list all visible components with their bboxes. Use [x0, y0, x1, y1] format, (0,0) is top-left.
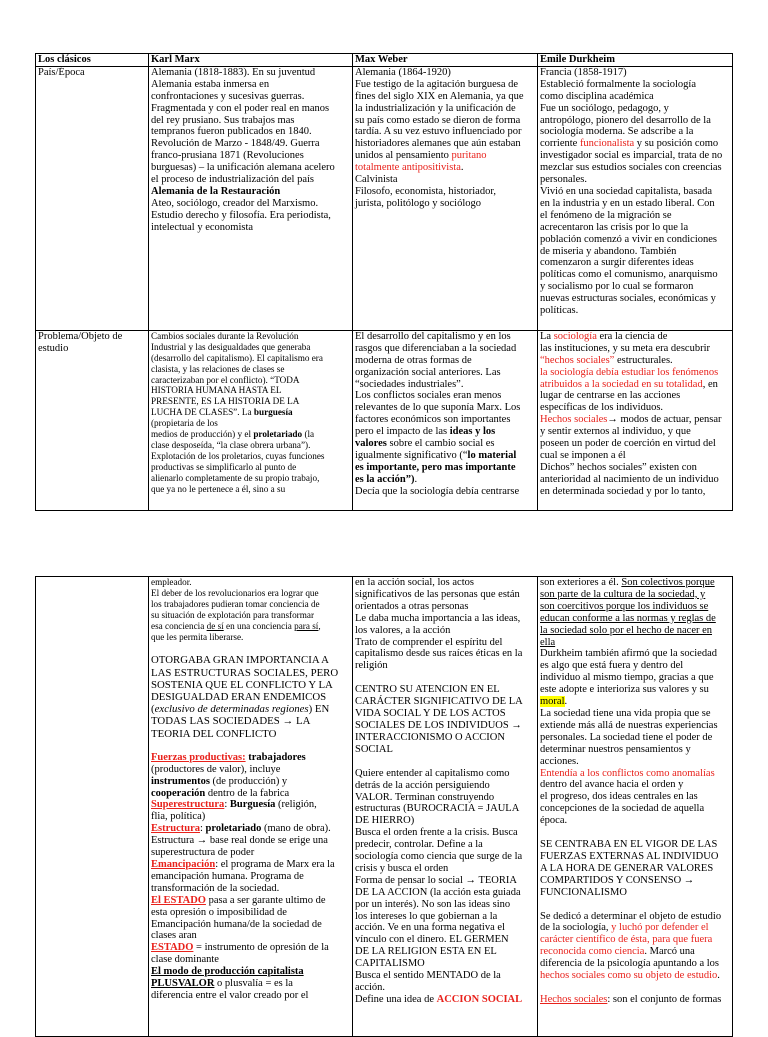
- red-line: la sociología debía estudiar los fenómenos: [540, 366, 719, 378]
- red-text: y luchó por defender el: [611, 922, 709, 934]
- text-line: [540, 970, 730, 982]
- text-line: [540, 994, 730, 1006]
- text-span: (mano de obra).: [261, 823, 331, 835]
- text-span: estructurales.: [614, 354, 673, 366]
- text-line: cual se imponen a él: [540, 449, 626, 461]
- text-line: Durkheim también afirmó que la sociedad: [540, 648, 717, 660]
- text-span: EN: [312, 703, 330, 716]
- text-line: y sentir externos al individuo, y que: [540, 426, 691, 438]
- text-line: DE LA ACCION (la acción esta guiada: [355, 886, 521, 898]
- text-line: Forma de pensar lo social → TEORIA: [355, 874, 517, 886]
- red-term: Fuerzas productivas:: [151, 751, 246, 763]
- weber-problema-cell: [353, 330, 538, 510]
- text-line: OTORGABA GRAN IMPORTANCIA A: [151, 654, 329, 667]
- red-text: reconocida como ciencia: [540, 946, 645, 958]
- bold-text: lo material: [467, 449, 517, 461]
- text-span: esa conciencia: [151, 620, 207, 631]
- text-span: (la: [302, 429, 315, 440]
- text-line: la industrialización y la unificación de: [355, 102, 516, 114]
- text-line: tempranos fueron publicados en 1840.: [151, 126, 312, 138]
- text-line: Industrial y las desigualdades que generaba: [151, 341, 311, 352]
- text-line: [540, 355, 730, 367]
- text-line: acción. Ve en una forma negativa el: [355, 922, 505, 934]
- text-line: en la industria y en un estado liberal. Con: [540, 197, 715, 209]
- text-line: el progreso, dos ideas centrales en las: [540, 791, 698, 803]
- text-span: ,: [318, 620, 321, 631]
- text-line: “sociedades industriales”.: [355, 378, 464, 390]
- text-line: (desarrollo del capitalismo). El capitalismo era: [151, 352, 323, 363]
- red-line: Entendía a los conflictos como anomalías: [540, 767, 715, 779]
- text-line: intelectual y economista: [151, 221, 254, 233]
- text-line: [151, 621, 350, 632]
- red-term: ESTADO: [151, 942, 194, 954]
- red-text: totalmente antipositivista: [355, 162, 461, 174]
- text-line: CAPITALISMO: [355, 958, 425, 970]
- text-line: las instituciones, y su meta era descubrir: [540, 342, 710, 354]
- red-text: funcionalista: [579, 138, 635, 150]
- text-span: pasa a ser garante ultimo de: [205, 894, 326, 906]
- text-line: religión: [355, 660, 388, 672]
- text-line: que les permita liberarse.: [151, 631, 244, 642]
- bold-text: ideas y los: [449, 426, 496, 438]
- text-line: antropólogo, pionero del desarrollo de la: [540, 114, 711, 126]
- text-line: rasgos que diferenciaban a la sociedad: [355, 342, 517, 354]
- text-line: [151, 823, 350, 835]
- text-line: historiadores alemanes que aún estaban: [355, 138, 521, 150]
- text-line: [355, 450, 535, 462]
- text-line: [355, 426, 535, 438]
- text-span: : el programa de Marx era la: [215, 859, 335, 871]
- text-line: los trabajadores pudieran tomar conciencia de: [151, 598, 320, 609]
- text-line: DE LA RELIGION ESTA EN EL: [355, 946, 497, 958]
- red-term: Superestructura: [151, 799, 225, 811]
- red-line: carácter científico de ésta, para que fuera: [540, 934, 713, 946]
- text-line: Alemania (1864-1920): [355, 66, 451, 78]
- text-line: investigador social es imparcial, trata de no: [540, 150, 723, 162]
- text-line: Busca el sentido MENTADO de la: [355, 970, 501, 982]
- bold-term: PLUSVALOR: [151, 978, 215, 990]
- marx-caps-block: [151, 654, 350, 739]
- text-line: significativos de las personas que están: [355, 588, 520, 600]
- text-span: era la ciencia de: [596, 330, 668, 342]
- text-line: emancipación humana. Programa de: [151, 870, 304, 882]
- text-line: como disciplina académica: [540, 90, 654, 102]
- text-line: predecir, controlar. Define a la: [355, 839, 483, 851]
- text-line: [151, 776, 350, 788]
- text-line: superestructura de poder: [151, 847, 255, 859]
- text-line: [151, 895, 350, 907]
- text-line: alienarlo completamente de su propio trabajo,: [151, 472, 320, 483]
- bold-text: cooperación: [151, 787, 206, 799]
- text-line: su situación de explotación para transformar: [151, 609, 315, 620]
- text-line: determinar nuestros pensamientos y: [540, 743, 691, 755]
- text-line: [540, 922, 730, 934]
- highlighted-text: moral: [540, 696, 565, 708]
- red-text: sociología: [553, 330, 597, 342]
- comparison-table-page1: [35, 53, 733, 511]
- marx-concepts-block: [151, 752, 350, 1002]
- text-span: y su posición como: [634, 138, 719, 150]
- text-line: diferencia entre el valor creado por el: [151, 989, 309, 1001]
- durk-continuation-cell: [538, 577, 733, 1037]
- text-line: sociología moderna. Se adscribe a la: [540, 126, 694, 138]
- text-line: [540, 414, 730, 426]
- italic-text: exclusivo de determinadas regiones: [154, 703, 309, 716]
- text-span: .: [414, 473, 418, 485]
- row-problema-objeto: [36, 330, 733, 510]
- text-line: el proceso de industrialización del país: [151, 174, 314, 186]
- text-line: VALOR. Terminan construyendo: [355, 791, 495, 803]
- text-line: que ya no le pertenece a él, sino a su: [151, 483, 286, 494]
- text-span: .: [717, 970, 720, 982]
- text-line: Revolución de Marzo - 1848/49. Guerra: [151, 138, 320, 150]
- durk-caps-block: [540, 839, 730, 899]
- underlined-text: de sí: [206, 620, 224, 631]
- red-term: Hechos sociales: [540, 994, 608, 1005]
- text-span: . Marcó una: [644, 946, 695, 958]
- text-line: [540, 379, 730, 391]
- text-line: diferencia de la psicología apuntando a los: [540, 958, 720, 970]
- text-line: acción.: [355, 982, 386, 993]
- text-line: personales. La sociedad tiene el poder de: [540, 731, 713, 743]
- text-line: empleador.: [151, 577, 192, 587]
- text-line: FUNCIONALISMO: [540, 886, 627, 898]
- text-line: Filosofo, economista, historiador,: [355, 185, 497, 197]
- text-line: El deber de los revolucionarios era lograr que: [151, 587, 319, 598]
- text-line: [355, 150, 535, 162]
- text-line: Estudio derecho y filosofía. Era periodista,: [151, 209, 331, 221]
- text-line: [355, 994, 535, 1006]
- text-line: vínculo con el dinero. EL GERMEN: [355, 934, 509, 946]
- text-span: medios de producción) y el: [151, 429, 252, 440]
- weber-pais-cell: [353, 66, 538, 330]
- text-line: transformación de la sociedad.: [151, 882, 280, 894]
- text-line: CENTRO SU ATENCION EN EL: [355, 684, 500, 696]
- text-line: del rey prusiano. Sus trabajos mas: [151, 114, 295, 126]
- bold-text: Burguesía: [229, 799, 276, 811]
- bold-text: proletariado: [205, 823, 262, 835]
- text-span: corriente: [540, 138, 580, 150]
- text-line: organización social anteriores. Las: [355, 366, 501, 378]
- text-line: Ateo, sociólogo, creador del Marxismo.: [151, 197, 319, 209]
- text-span: son exteriores a él.: [540, 577, 622, 588]
- text-line: Calvinista: [355, 174, 398, 186]
- text-span: LUCHA DE CLASES”. La: [151, 407, 252, 418]
- text-line: franco-prusiana 1871 (Revoluciones: [151, 150, 304, 162]
- red-term: ACCION SOCIAL: [436, 993, 523, 1005]
- text-line: esta opresión o imposibilidad de: [151, 906, 287, 918]
- text-line: [355, 438, 535, 450]
- text-line: los valores, a la acción: [355, 624, 451, 636]
- bold-text: burguesía: [253, 407, 293, 418]
- text-line: FUERZAS EXTERNAS AL INDIVIDUO: [540, 850, 719, 862]
- text-line: Fue testigo de la agitación burguesa de: [355, 78, 519, 90]
- text-span: .: [460, 162, 464, 174]
- text-line: relevantes de lo que suponía Marx. Los: [355, 402, 521, 414]
- text-line: anterioridad al nacimiento de un individuo: [540, 473, 719, 485]
- text-line: (productores de valor), incluye: [151, 763, 281, 775]
- red-term: El ESTADO: [151, 894, 206, 906]
- text-span: pero el impacto de las: [355, 426, 450, 438]
- text-line: Francia (1858-1917): [540, 66, 627, 78]
- text-span: :: [200, 823, 206, 835]
- text-line: acciones.: [540, 755, 579, 767]
- text-line: este adopte e interioriza sus valores y su: [540, 684, 709, 696]
- text-line: [540, 946, 730, 958]
- red-text: hechos sociales como su objeto de estudio: [540, 970, 718, 982]
- text-line: clase desposeída, “la clase obrera urbana”).: [151, 439, 311, 450]
- text-line: La sociedad tiene una vida propia que se: [540, 707, 711, 719]
- text-line: [540, 138, 730, 150]
- text-line: [151, 429, 350, 440]
- text-span: = instrumento de opresión de la: [193, 942, 329, 954]
- marx-problema-cell: [149, 330, 353, 510]
- marx-pais-lines: [151, 67, 350, 234]
- text-span: .: [564, 696, 568, 708]
- durk-problema-cell: [538, 330, 733, 510]
- text-line: [540, 696, 730, 708]
- text-line: época.: [540, 815, 568, 827]
- text-line: y socialismo por lo cual se formaron: [540, 281, 694, 293]
- text-line: Se dedicó a determinar el objeto de estudio: [540, 910, 722, 922]
- underlined-line: la sociedad solo por el hecho de nacer en: [540, 624, 713, 636]
- text-line: orientados a otras personas: [355, 600, 469, 612]
- bold-text: valores: [355, 438, 387, 450]
- header-karl-marx: Karl Marx: [149, 54, 353, 67]
- text-span: → modos de actuar, pensar: [607, 414, 722, 426]
- text-line: jurista, politólogo y sociólogo: [355, 197, 481, 209]
- row-continuation: [36, 577, 733, 1037]
- text-span: en una conciencia: [223, 620, 295, 631]
- text-line: clasista, y las relaciones de clases se: [151, 363, 285, 374]
- text-span: (religión,: [275, 799, 317, 811]
- text-line: individuo al mismo tiempo, gracias a que: [540, 672, 714, 684]
- text-line: estructuras (BUROCRACIA = JAULA: [355, 803, 520, 815]
- text-span: , en: [702, 378, 718, 390]
- text-line: Cambios sociales durante la Revolución: [151, 330, 299, 341]
- text-line: DESIGUALDAD ERAN ENDEMICOS: [151, 691, 327, 704]
- text-line: [151, 799, 350, 811]
- text-line: [355, 162, 535, 174]
- marx-pais-cell: [149, 66, 353, 330]
- text-line: (exclusivo de determinadas regiones) EN: [151, 703, 330, 716]
- bold-line: es importante, pero mas importante: [355, 461, 516, 473]
- text-line: VIDA SOCIAL Y DE LOS ACTOS: [355, 708, 506, 720]
- bold-text: instrumentos: [151, 775, 210, 787]
- text-line: Quiere entender al capitalismo como: [355, 767, 510, 779]
- text-span: unidos al pensamiento: [355, 150, 452, 162]
- text-line: población comenzó a vivir en condiciones: [540, 233, 717, 245]
- red-term: Emancipación: [151, 859, 216, 871]
- text-line: [540, 331, 730, 343]
- red-text: puritano: [451, 150, 487, 162]
- text-span: : son el conjunto de formas: [607, 994, 722, 1005]
- text-line: acrecentaron las crisis por lo que la: [540, 221, 689, 233]
- empty-label-cell: [36, 577, 149, 1037]
- text-line: personales.: [540, 174, 587, 186]
- text-line: COMPARTIDOS Y CONSENSO →: [540, 874, 695, 886]
- text-span: Define una idea de: [355, 993, 437, 1005]
- text-line: los intereses lo que gobiernan a la: [355, 910, 498, 922]
- text-line: productivas se simplificarlo al punto de: [151, 461, 297, 472]
- text-span: o plusvalía = es la: [214, 978, 293, 990]
- text-line: Decía que la sociología debía centrarse: [355, 485, 520, 497]
- red-term: Estructura: [151, 823, 200, 835]
- text-line: DE HIERRO): [355, 815, 415, 827]
- row-label-pais-epoca: País/Época: [36, 66, 149, 330]
- text-line: moderna de otras formas de: [355, 354, 472, 366]
- text-line: políticas como el comunismo, anarquismo: [540, 269, 718, 281]
- text-line: Los conflictos sociales eran menos: [355, 390, 502, 402]
- marx-intro-block: [151, 577, 350, 642]
- text-line: Dichos” hechos sociales” existen con: [540, 461, 697, 473]
- text-line: Emancipación humana/de la sociedad de: [151, 918, 322, 930]
- text-line: [151, 942, 350, 954]
- text-line: [151, 978, 350, 990]
- text-line: sociología como ciencia que surge de la: [355, 851, 523, 863]
- text-line: [151, 752, 350, 764]
- text-line: nuevas estructuras sociales, económicas y: [540, 293, 716, 305]
- bold-line: Alemania de la Restauración: [151, 185, 281, 197]
- text-line: [151, 788, 350, 800]
- text-line: crisis y busca el orden: [355, 862, 449, 874]
- bold-text: trabajadores: [245, 751, 306, 763]
- text-line: extiende más allá de nuestras experiencias: [540, 719, 718, 731]
- row-pais-epoca: [36, 66, 733, 330]
- text-line: comenzaron a surgir diferentes ideas: [540, 257, 694, 269]
- text-line: Estableció formalmente la sociología: [540, 78, 696, 90]
- text-line: [151, 859, 350, 871]
- text-line: detrás de la acción persiguiendo: [355, 779, 490, 791]
- header-emile-durkheim: Emile Durkheim: [538, 54, 733, 67]
- durk-objeto-block: [540, 911, 730, 982]
- text-line: por un interés). No son las ideas sino: [355, 898, 511, 910]
- row-label-problema: Problema/Objeto de estudio: [36, 330, 149, 510]
- underlined-line: educan conforme a las normas y reglas de: [540, 612, 716, 624]
- bold-text: proletariado: [253, 429, 303, 440]
- text-line: TODAS LAS SOCIEDADES → LA: [151, 715, 311, 728]
- text-line: Trato de comprender el espíritu del: [355, 636, 503, 648]
- text-line: CARÁCTER SIGNIFICATIVO DE LA: [355, 696, 523, 708]
- underlined-line: son coercitivos porque los individuos se: [540, 600, 709, 612]
- text-line: específicas de los individuos.: [540, 402, 664, 414]
- weber-caps-block: [355, 684, 535, 755]
- text-line: su país como estado se dieron de forma: [355, 114, 521, 126]
- text-line: en determinada sociedad y por lo tanto,: [540, 485, 706, 497]
- bold-underlined-line: El modo de producción capitalista: [151, 966, 304, 978]
- text-span: dentro de la fabrica: [205, 787, 290, 799]
- header-los-clasicos: Los clásicos: [36, 54, 149, 67]
- underlined-text: para sí: [294, 620, 319, 631]
- text-span: igualmente significativo (“: [355, 449, 468, 461]
- text-line: [151, 407, 350, 418]
- text-line: [540, 577, 730, 589]
- text-line: mezclar sus estudios sociales con creencias: [540, 162, 722, 174]
- text-line: Alemania (1818-1883). En su juventud: [151, 66, 316, 78]
- text-line: lugar de centrarse en las acciones: [540, 390, 681, 402]
- red-text: atribuidos a la sociedad en su totalidad: [540, 378, 703, 390]
- text-line: (propietaria de los: [151, 418, 218, 429]
- text-line: [355, 474, 535, 486]
- underlined-line: ella: [540, 636, 556, 648]
- text-line: SOCIALES DE LOS INDIVIDUOS →: [355, 719, 522, 731]
- red-text: “hechos sociales”: [540, 354, 615, 366]
- text-line: Le daba mucha importancia a las ideas,: [355, 612, 521, 624]
- text-line: SOCIAL: [355, 743, 393, 755]
- text-line: A LA HORA DE GENERAR VALORES: [540, 862, 714, 874]
- text-line: confrontaciones y sucesivas guerras.: [151, 90, 305, 102]
- weber-theory-block: [355, 768, 535, 1006]
- text-line: Fue un sociólogo, pedagogo, y: [540, 102, 669, 114]
- text-line: de miseria y abandono. También: [540, 245, 677, 257]
- text-line: poseen un poder de coerción en virtud del: [540, 438, 716, 450]
- bold-text: es la acción”): [355, 473, 415, 485]
- text-line: caracterizaban por el conflicto). “TODA: [151, 374, 300, 385]
- text-line: en la acción social, los actos: [355, 577, 474, 588]
- text-span: (de producción) y: [209, 775, 288, 787]
- text-line: dentro del avance hacia el orden y: [540, 779, 684, 791]
- text-line: LAS ESTRUCTURAS SOCIALES, PERO: [151, 666, 339, 679]
- text-line: políticas.: [540, 305, 579, 317]
- text-line: Fragmentada y con el poder real en manos: [151, 102, 330, 114]
- text-line: burguesas) – la unificación alemana acelero: [151, 162, 335, 174]
- text-span: La: [540, 330, 554, 342]
- text-span: de la sociología,: [540, 922, 612, 934]
- text-span: sobre el cambio social es: [386, 438, 495, 450]
- text-line: fines del siglo XIX en Alemania, ya que: [355, 90, 524, 102]
- comparison-table-page2: [35, 576, 733, 1037]
- marx-continuation-cell: [149, 577, 353, 1037]
- text-line: factores económicos son importantes: [355, 414, 511, 426]
- text-line: SE CENTRABA EN EL VIGOR DE LAS: [540, 839, 718, 851]
- text-line: es algo que está fuera y dentro del: [540, 660, 684, 672]
- text-line: HISTORIA HUMANA HASTA EL: [151, 385, 282, 396]
- text-line: clase dominante: [151, 954, 219, 966]
- durk-pais-cell: [538, 66, 733, 330]
- red-text: Hechos sociales: [540, 414, 608, 426]
- text-line: TEORIA DEL CONFLICTO: [151, 727, 277, 740]
- text-line: tardía. A su vez estuvo influenciado por: [355, 126, 522, 138]
- text-line: flia, política): [151, 811, 206, 823]
- text-line: Estructura → base real donde se erige una: [151, 835, 328, 847]
- header-row: [36, 54, 733, 67]
- text-line: SOSTENIA QUE EL CONFLICTO Y LA: [151, 678, 333, 691]
- text-line: INTERACCIONISMO O ACCION: [355, 731, 505, 743]
- underlined-line: son parte de la cultura de la sociedad, y: [540, 588, 706, 600]
- text-line: capitalismo desde sus raíces éticas en la: [355, 648, 523, 660]
- text-line: Busca el orden frente a la crisis. Busca: [355, 827, 518, 839]
- text-span: :: [224, 799, 230, 811]
- text-line: Explotación de los proletarios, cuyas funciones: [151, 450, 325, 461]
- text-line: concepciones de la sociedad de aquella: [540, 803, 705, 815]
- weber-continuation-cell: [353, 577, 538, 1037]
- text-line: el fenómeno de la migración se: [540, 209, 672, 221]
- header-max-weber: Max Weber: [353, 54, 538, 67]
- underlined-text: Son colectivos porque: [621, 577, 715, 588]
- text-line: Alemania estaba inmersa en: [151, 78, 270, 90]
- text-line: PRESENTE, ES LA HISTORIA DE LA: [151, 396, 300, 407]
- text-line: clases aran: [151, 930, 197, 942]
- text-line: Vivió en una sociedad capitalista, basada: [540, 185, 712, 197]
- text-line: El desarrollo del capitalismo y en los: [355, 330, 511, 342]
